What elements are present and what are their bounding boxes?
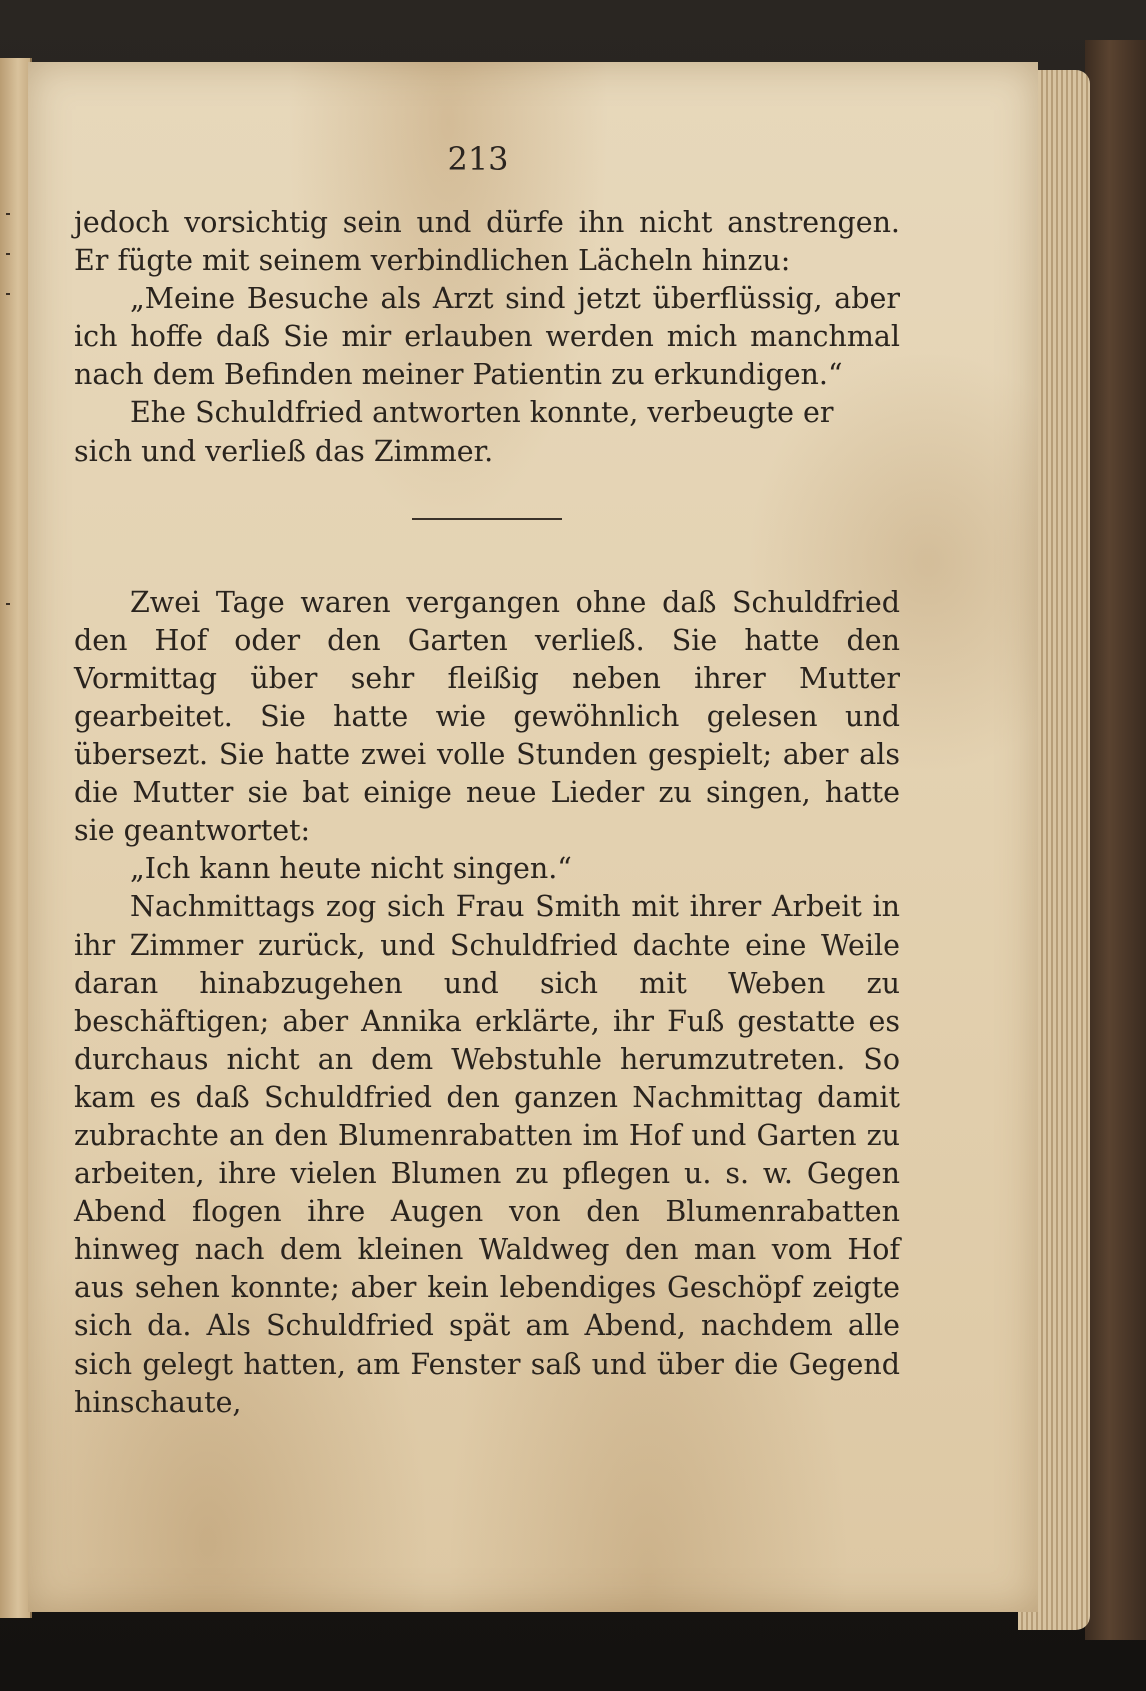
facing-page-mark [6, 603, 10, 605]
paragraph: „Meine Besuche als Arzt sind jetzt überflüssig, aber ich hoffe daß Sie mir erlauben werden mich manchmal nach dem Befinden meiner Patientin zu erkundigen.“ [74, 282, 900, 392]
book-cover-edge [1085, 40, 1146, 1640]
paragraph: Ehe Schuldfried antworten konnte, verbeugte er sich und verließ das Zimmer. [74, 396, 834, 468]
page-text [74, 204, 900, 1422]
paragraph: Zwei Tage waren vergangen ohne daß Schuldfried den Hof oder den Garten verließ. Sie hatte den Vormittag über sehr fleißig neben ihrer Mutter gearbeitet. Sie hatte wie gewöhnlich gelesen und übersezt. Sie hatte zwei volle Stunden gespielt; aber als die Mutter sie bat einige neue Lieder zu singen, hatte sie geantwortet: [74, 585, 900, 848]
facing-page-mark [6, 293, 10, 295]
paragraph: Nachmittags zog sich Frau Smith mit ihrer Arbeit in ihr Zimmer zurück, und Schuldfried dachte eine Weile daran hinabzugehen und sich mit Weben zu beschäftigen; aber Annika erklärte, ihr Fuß gestatte es durchaus nicht an dem Webstuhle herumzutreten. So kam es daß Schuldfried den ganzen Nachmittag damit zubrachte an den Blumenrabatten im Hof und Garten zu arbeiten, ihre vielen Blumen zu pflegen u. s. w. Gegen Abend flogen ihre Augen von den Blumenrabatten hinweg nach dem kleinen Waldweg den man vom Hof aus sehen konnte; aber kein lebendiges Geschöpf zeigte sich da. Als Schuldfried spät am Abend, nachdem alle sich gelegt hatten, am Fenster saß und über die Gegend hinschaute, [74, 890, 900, 1419]
paragraph: jedoch vorsichtig sein und dürfe ihn nicht anstrengen. Er fügte mit seinem verbindlichen Lächeln hinzu: [74, 206, 900, 278]
page-number: 213 [447, 140, 509, 178]
section-separator-line [412, 518, 562, 520]
paragraph: „Ich kann heute nicht singen.“ [130, 852, 572, 886]
facing-page-mark [6, 253, 10, 255]
facing-page-mark [6, 213, 10, 215]
text-section-after-break [74, 584, 900, 1422]
book-page [28, 62, 1038, 1612]
text-section-before-break [74, 204, 900, 471]
